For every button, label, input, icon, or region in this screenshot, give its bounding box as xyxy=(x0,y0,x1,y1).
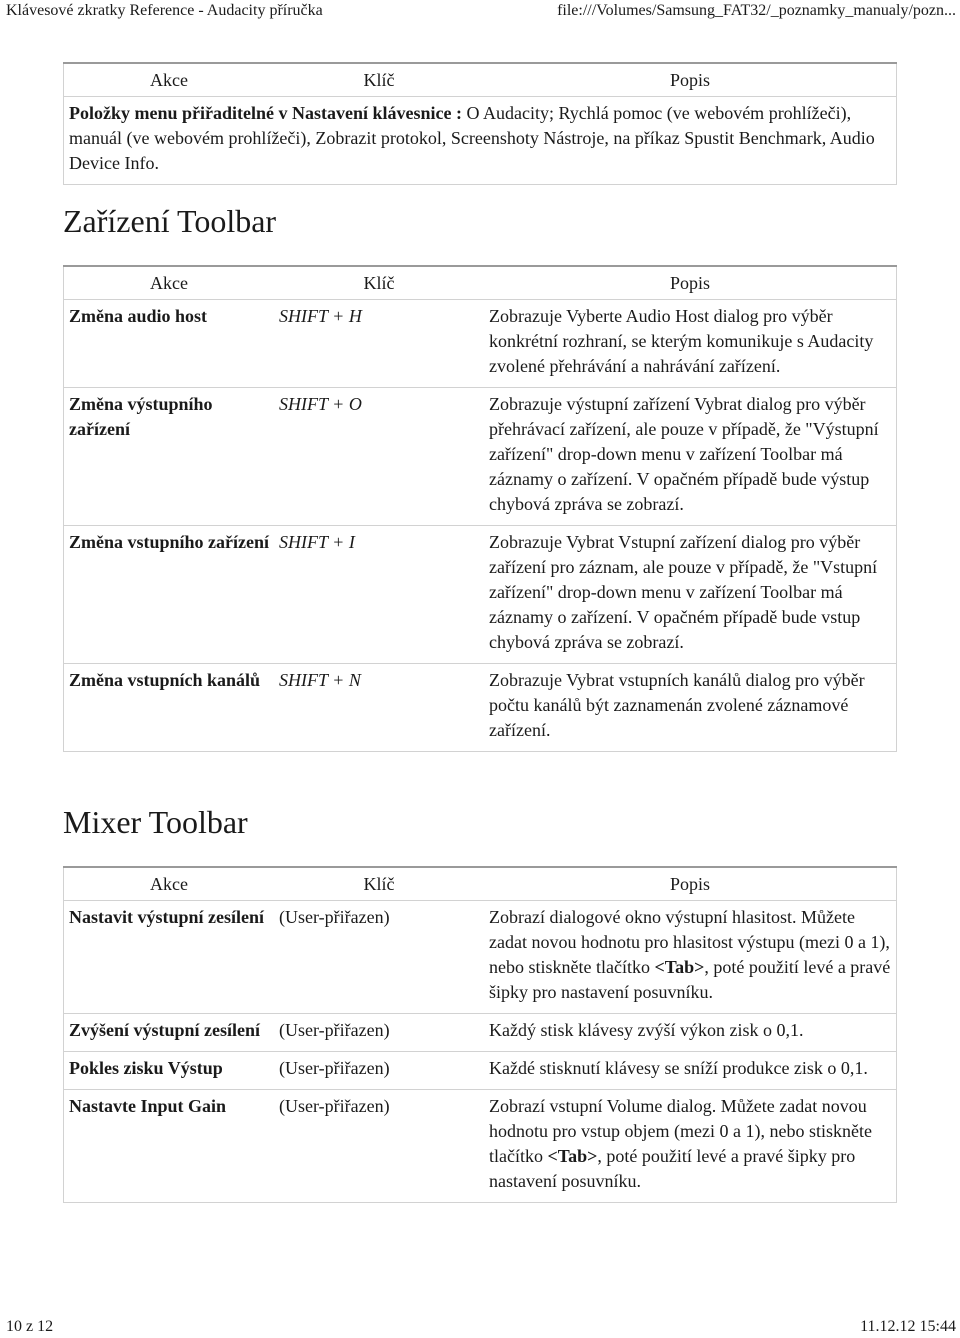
row-popis: Zobrazuje Vybrat Vstupní zařízení dialog pro výběr zařízení pro záznam, ale pouze v případě, že "Vstupní zařízení" drop-down menu v zařízení Toolbar má záznamy o zařízení. V opačném případě bude vstup chybová zpráva se zobrazí. xyxy=(484,526,897,664)
row-popis: Každý stisk klávesy zvýší výkon zisk o 0,1. xyxy=(484,1014,897,1052)
row-akce: Nastavte Input Gain xyxy=(64,1090,275,1203)
table-row xyxy=(64,1052,897,1090)
table-row xyxy=(64,97,897,185)
tab-key-label: <Tab> xyxy=(547,1146,598,1166)
row-akce: Změna audio host xyxy=(64,300,275,388)
table-header-row xyxy=(64,266,897,300)
col-akce-header: Akce xyxy=(150,272,188,293)
section-title-mixer: Mixer Toolbar xyxy=(63,804,248,840)
row-klic: (User-přiřazen) xyxy=(274,1014,484,1052)
row-popis: Zobrazuje Vybrat vstupních kanálů dialog pro výběr počtu kanálů být zaznamenán zvolené záznamové zařízení. xyxy=(484,664,897,752)
row-popis: Každé stisknutí klávesy se sníží produkce zisk o 0,1. xyxy=(484,1052,897,1090)
tab-key-label: <Tab> xyxy=(654,957,705,977)
section-title-zarizeni: Zařízení Toolbar xyxy=(63,203,277,239)
col-popis-header: Popis xyxy=(669,873,711,894)
col-klic-header: Klíč xyxy=(363,873,395,894)
row-klic: (User-přiřazen) xyxy=(274,1052,484,1090)
row-akce: Pokles zisku Výstup xyxy=(64,1052,275,1090)
table-row xyxy=(64,664,897,752)
row-klic: (User-přiřazen) xyxy=(274,901,484,1014)
col-popis-header: Popis xyxy=(669,69,711,90)
zarizeni-toolbar-table xyxy=(63,265,897,752)
table-row xyxy=(64,901,897,1014)
popis-text: , poté použití levé a pravé šipky pro nastavení posuvníku. xyxy=(489,957,891,1002)
print-header xyxy=(0,0,960,22)
row-akce: Zvýšení výstupní zesílení xyxy=(64,1014,275,1052)
row-akce: Nastavit výstupní zesílení xyxy=(64,901,275,1014)
col-klic-header: Klíč xyxy=(363,69,395,90)
table-header-row xyxy=(64,867,897,901)
table-row xyxy=(64,1090,897,1203)
row-popis xyxy=(484,901,897,1014)
row-klic: SHIFT + H xyxy=(274,300,484,388)
table-row xyxy=(64,1014,897,1052)
print-datetime: 11.12.12 15:44 xyxy=(860,1318,956,1335)
row-akce: Změna výstupního zařízení xyxy=(64,388,275,526)
popis-text: Zobrazí dialogové okno výstupní hlasitost. Můžete zadat novou hodnotu pro hlasitost výstupu (mezi 0 a 1), nebo stiskněte tlačítko xyxy=(489,907,890,977)
mixer-toolbar-table xyxy=(63,866,897,1203)
col-klic-header: Klíč xyxy=(363,272,395,293)
page-number: 10 z 12 xyxy=(6,1318,54,1335)
print-footer xyxy=(0,1316,960,1338)
row-popis: Zobrazuje Vyberte Audio Host dialog pro výběr konkrétní rozhraní, se kterým komunikuje s Audacity zvolené přehrávání a nahrávání zařízení. xyxy=(484,300,897,388)
row-klic: (User-přiřazen) xyxy=(274,1090,484,1203)
row-popis xyxy=(484,1090,897,1203)
popis-text: Zobrazí vstupní Volume dialog. Můžete zadat novou hodnotu pro vstup objem (mezi 0 a 1), nebo stiskněte tlačítko xyxy=(489,1096,872,1166)
page-title: Klávesové zkratky Reference - Audacity příručka xyxy=(6,2,323,19)
col-akce-header: Akce xyxy=(150,873,188,894)
row-akce: Změna vstupních kanálů xyxy=(64,664,275,752)
col-popis-header: Popis xyxy=(669,272,711,293)
row-klic: SHIFT + I xyxy=(274,526,484,664)
page-url: file:///Volumes/Samsung_FAT32/_poznamky_manualy/pozn... xyxy=(557,2,956,19)
menu-items-table xyxy=(63,62,897,185)
row-klic: SHIFT + N xyxy=(274,664,484,752)
note-label: Položky menu přiřaditelné v Nastavení klávesnice : xyxy=(69,103,462,123)
row-popis: Zobrazuje výstupní zařízení Vybrat dialog pro výběr přehrávací zařízení, ale pouze v případě, že "Výstupní zařízení" drop-down menu v zařízení Toolbar má záznamy o zařízení. V opačném případě bude výstup chybová zpráva se zobrazí. xyxy=(484,388,897,526)
table-header-row xyxy=(64,63,897,97)
popis-text: , poté použití levé a pravé šipky pro nastavení posuvníku. xyxy=(489,1146,856,1191)
note-text: O Audacity; Rychlá pomoc (ve webovém prohlížeči), manuál (ve webovém prohlížeči), Zobrazit protokol, Screenshoty Nástroje, na příkaz Spustit Benchmark, Audio Device Info. xyxy=(69,103,875,173)
table-row xyxy=(64,388,897,526)
table-row xyxy=(64,526,897,664)
row-akce: Změna vstupního zařízení xyxy=(64,526,275,664)
col-akce-header: Akce xyxy=(150,69,188,90)
menu-items-note xyxy=(64,97,897,185)
table-row xyxy=(64,300,897,388)
row-klic: SHIFT + O xyxy=(274,388,484,526)
